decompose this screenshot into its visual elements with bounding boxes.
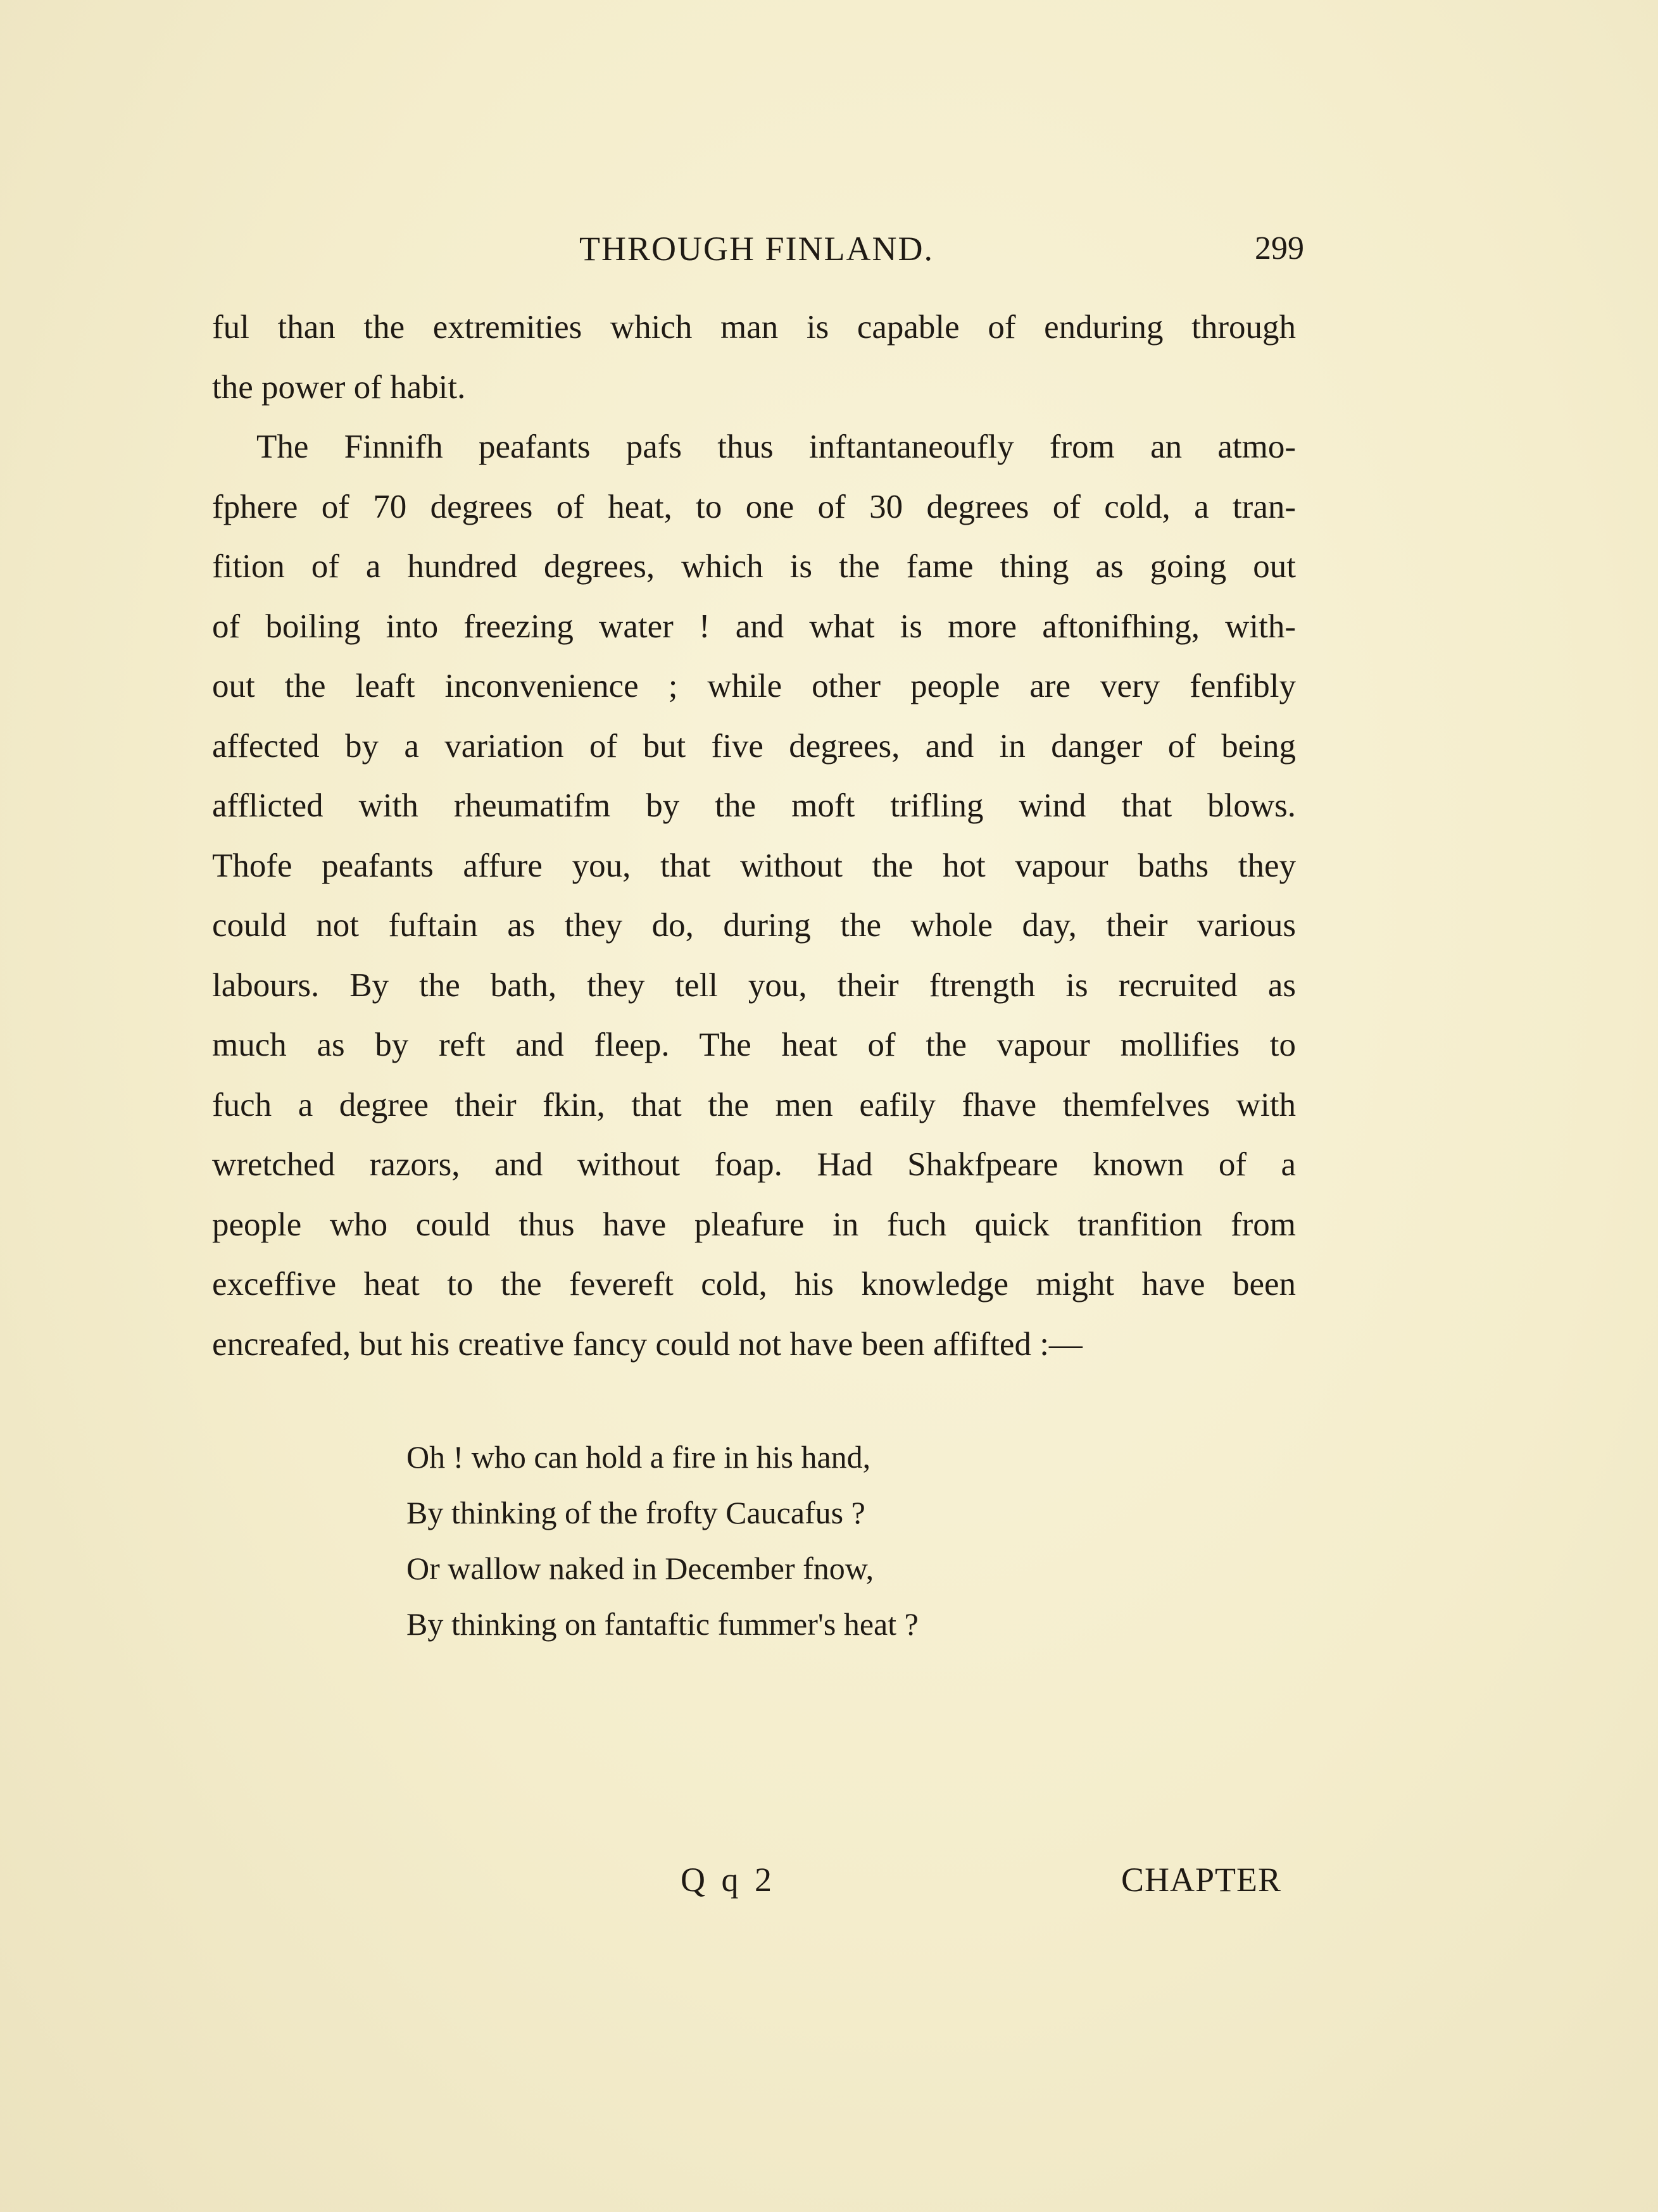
running-head [209,227,1304,271]
body-line: ful than the extremities which man is capable of enduring through [212,309,1296,346]
body-line: afflicted with rheumatifm by the moft trifling wind that blows. [212,787,1296,824]
body-line: much as by reft and fleep. The heat of the vapour mollifies to [212,1027,1296,1063]
body-line: out the leaft inconvenience ; while other people are very fenfibly [212,668,1296,704]
body-line: fition of a hundred degrees, which is the fame thing as going out [212,548,1296,585]
verse-line: By thinking on fantaftic fummer's heat ? [406,1606,919,1642]
body-line: people who could thus have pleafure in fuch quick tranfition from [212,1206,1296,1243]
body-text [212,297,1296,1374]
verse-line: Or wallow naked in December fnow, [406,1551,874,1586]
body-line: fuch a degree their fkin, that the men eafily fhave themfelves with [212,1086,1296,1123]
verse-line: Oh ! who can hold a fire in his hand, [406,1439,871,1475]
body-line: could not fuftain as they do, during the whole day, their various [212,907,1296,944]
body-line: encreafed, but his creative fancy could not have been affifted :— [212,1325,1083,1363]
body-line: exceffive heat to the fevereft cold, his knowledge might have been [212,1266,1296,1303]
running-title: THROUGH FINLAND. [579,230,934,268]
body-line: fphere of 70 degrees of heat, to one of 30 degrees of cold, a tran- [212,488,1296,525]
verse-quotation [406,1429,1103,1652]
body-line: labours. By the bath, they tell you, their ftrength is recruited as [212,966,1296,1004]
body-line: of boiling into freezing water ! and what is more aftonifhing, with- [212,608,1296,645]
body-line: the power of habit. [212,368,466,406]
body-line: affected by a variation of but five degrees, and in danger of being [212,727,1296,765]
body-line: wretched razors, and without foap. Had Shakfpeare known of a [212,1146,1296,1183]
body-line: The Finnifh peafants pafs thus inftantaneoufly from an atmo- [256,428,1296,465]
signature-mark: Q q 2 [681,1861,776,1899]
verse-line: By thinking of the frofty Caucafus ? [406,1495,865,1530]
catchword: CHAPTER [1121,1861,1281,1899]
body-line: Thofe peafants affure you, that without the hot vapour baths they [212,847,1296,884]
page-number: 299 [1255,230,1304,266]
